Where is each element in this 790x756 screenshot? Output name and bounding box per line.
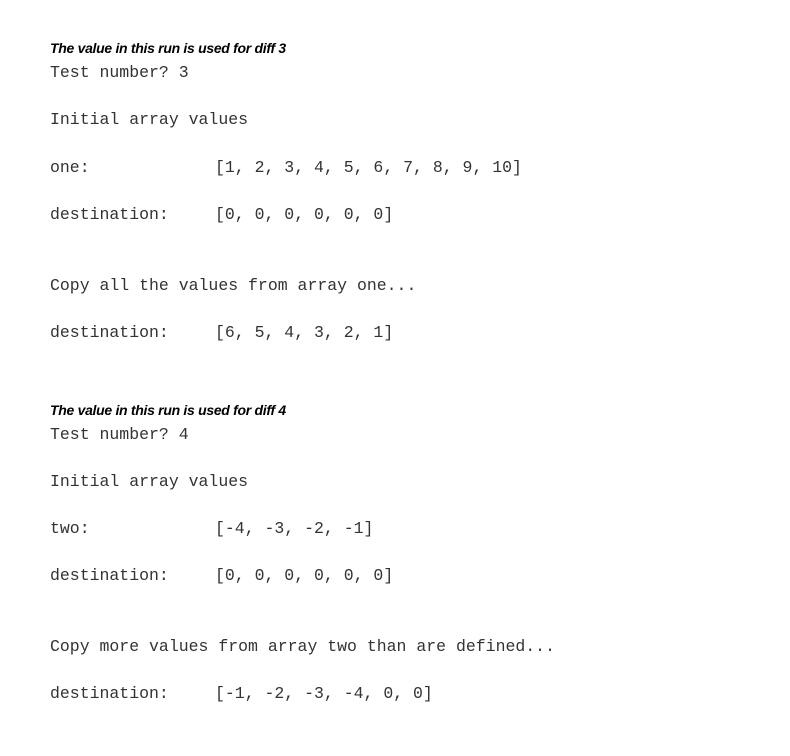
destination-result-values: [6, 5, 4, 3, 2, 1] [215,323,394,342]
run-caption: The value in this run is used for diff 3 [50,40,286,56]
test-number-prompt: Test number? 4 [50,425,189,444]
destination-label: destination: [50,566,169,585]
destination-label: destination: [50,323,169,342]
initial-values-heading: Initial array values [50,110,249,129]
initial-values-heading: Initial array values [50,472,249,491]
copy-action-line: Copy all the values from array one... [50,276,417,295]
source-array-values: [-4, -3, -2, -1] [215,519,374,538]
source-array-values: [1, 2, 3, 4, 5, 6, 7, 8, 9, 10] [215,158,522,177]
source-array-line [50,159,522,177]
test-number-prompt: Test number? 3 [50,63,189,82]
destination-initial-line [50,206,393,224]
destination-result-line [50,685,433,703]
source-array-label: two: [50,519,90,538]
destination-label: destination: [50,684,169,703]
destination-label: destination: [50,205,169,224]
destination-initial-values: [0, 0, 0, 0, 0, 0] [215,566,394,585]
source-array-label: one: [50,158,90,177]
destination-initial-line [50,567,393,585]
copy-action-line: Copy more values from array two than are defined... [50,637,555,656]
source-array-line [50,520,373,538]
run-caption: The value in this run is used for diff 4 [50,402,286,418]
destination-initial-values: [0, 0, 0, 0, 0, 0] [215,205,394,224]
destination-result-values: [-1, -2, -3, -4, 0, 0] [215,684,433,703]
destination-result-line [50,324,393,342]
